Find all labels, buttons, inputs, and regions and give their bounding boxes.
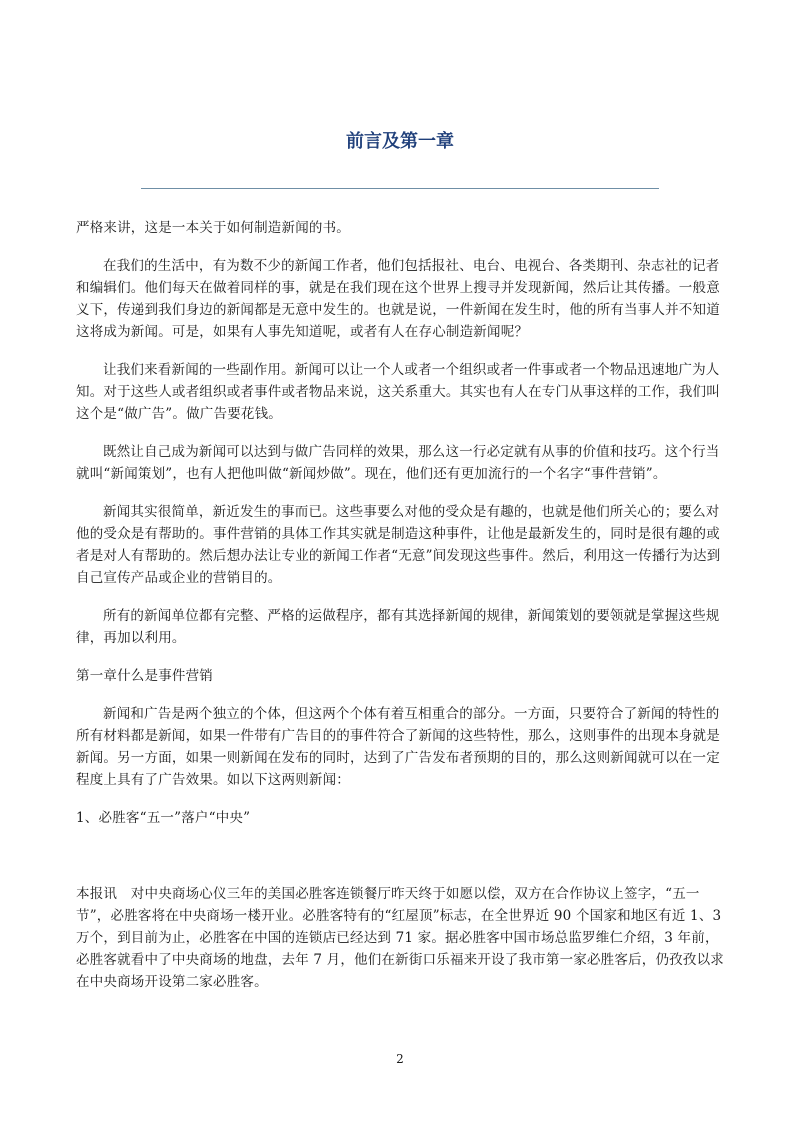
chapter-heading: 第一章什么是事件营销: [76, 668, 213, 684]
body-text: [76, 217, 724, 1009]
paragraph: 既然让自己成为新闻可以达到与做广告同样的效果，那么这一行必定就有从事的价值和技巧。这个行当就叫“新闻策划”，也有人把他叫做“新闻炒做”。现在，他们还有更加流行的一个名字“事件营销”。: [76, 444, 720, 482]
paragraph: 新闻和广告是两个独立的个体，但这两个个体有着互相重合的部分。一方面，只要符合了新闻的特性的所有材料都是新闻，如果一件带有广告目的的事件符合了新闻的这些特性，那么，这则事件的出现本身就是新闻。另一方面，如果一则新闻在发布的同时，达到了广告发布者预期的目的，那么这则新闻就可以在一定程度上具有了广告效果。如以下这两则新闻：: [76, 706, 720, 788]
paragraph: 在我们的生活中，有为数不少的新闻工作者，他们包括报社、电台、电视台、各类期刊、杂志社的记者和编辑们。他们每天在做着同样的事，就是在我们现在这个世界上搜寻并发现新闻，然后让其传播。一般意义下，传递到我们身边的新闻都是无意中发生的。也就是说，一件新闻在发生时，他的所有当事人并不知道这将成为新闻。可是，如果有人事先知道呢，或者有人在存心制造新闻呢？: [76, 258, 720, 340]
paragraph: 新闻其实很简单，新近发生的事而已。这些事要么对他的受众是有趣的，也就是他们所关心的；要么对他的受众是有帮助的。事件营销的具体工作其实就是制造这种事件，让他是最新发生的，同时是很有趣的或者是对人有帮助的。然后想办法让专业的新闻工作者“无意”间发现这些事件。然后，利用这一传播行为达到自己宣传产品或企业的营销目的。: [76, 504, 721, 586]
news-headline: 1、必胜客“五一”落户“中央”: [76, 810, 251, 826]
title-divider: [141, 188, 659, 189]
news-article: 本报讯 对中央商场心仪三年的美国必胜客连锁餐厅昨天终于如愿以偿，双方在合作协议上签字，“五一节”，必胜客将在中央商场一楼开业。必胜客特有的“红屋顶”标志，在全世界近 90 个国家和地区有近 1、3 万个，到目前为止，必胜客在中国的连锁店已经达到 71 家。据必胜客中国市场总监罗维仁介绍，3 年前，必胜客就看中了中央商场的地盘，去年 7 月，他们在新街口乐福来开设了我市第一家必胜客后，仍孜孜以求在中央商场开设第二家必胜客。: [76, 886, 724, 990]
page-title: 前言及第一章: [346, 131, 454, 152]
paragraph-intro: 严格来讲，这是一本关于如何制造新闻的书。: [76, 220, 350, 236]
page-number: 2: [396, 1052, 404, 1066]
paragraph: 让我们来看新闻的一些副作用。新闻可以让一个人或者一个组织或者一件事或者一个物品迅速地广为人知。对于这些人或者组织或者事件或者物品来说，这关系重大。其实也有人在专门从事这样的工作，我们叫这个是“做广告”。做广告要花钱。: [76, 362, 720, 422]
paragraph: 所有的新闻单位都有完整、严格的运做程序，都有其选择新闻的规律，新闻策划的要领就是掌握这些规律，再加以利用。: [76, 608, 720, 646]
